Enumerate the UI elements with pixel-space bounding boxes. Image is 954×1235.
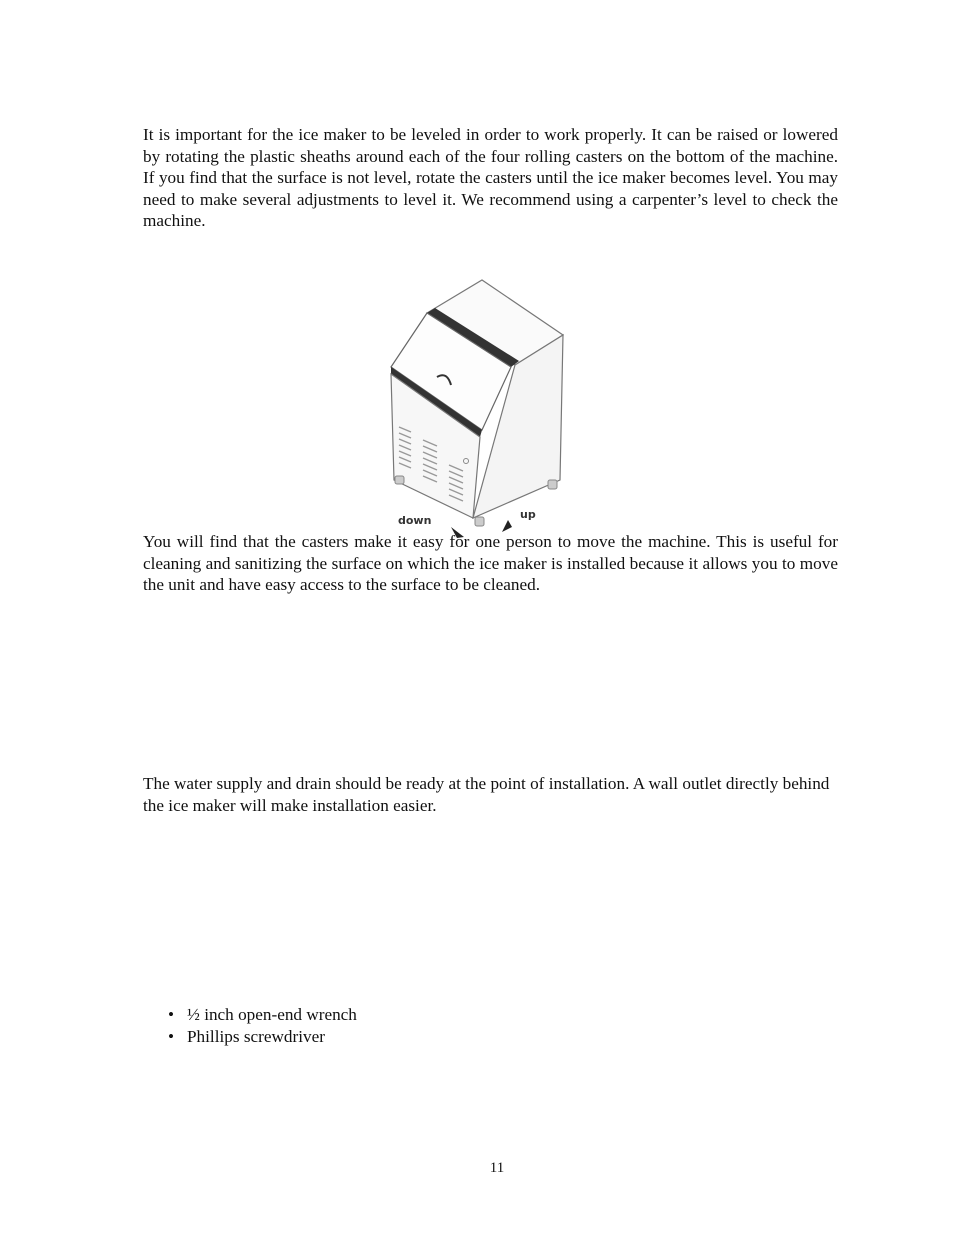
tool-wrench-text: ½ inch open-end wrench [187,1005,357,1024]
water-supply-paragraph: The water supply and drain should be ready at the point of installation. A wall outlet directly behind the ice maker will make installation easier. [143,774,830,815]
caster-up-label: up [520,508,536,521]
bullet-icon: • [168,1026,175,1046]
ice-maker-illustration [385,275,575,545]
tools-list [168,1004,357,1047]
list-item [168,1026,357,1048]
leveling-paragraph: It is important for the ice maker to be leveled in order to work properly. It can be raised or lowered by rotating the plastic sheaths around each of the four rolling casters on the bottom of the machine. If you find that the surface is not level, rotate the casters until the ice maker becomes level. You may need to make several adjustments to level it. We recommend using a carpenter’s level to check the machine. [143,125,838,231]
caster-down-label: down [398,514,432,527]
casters-paragraph: You will find that the casters make it easy for one person to move the machine. This is useful for cleaning and sanitizing the surface on which the ice maker is installed because it allows you to move the unit and have easy access to the surface to be cleaned. [143,532,838,595]
page-number: 11 [489,1160,505,1176]
bullet-icon: • [168,1005,175,1024]
tool-screwdriver-text: Phillips screwdriver [187,1026,325,1046]
list-item [168,1004,357,1026]
